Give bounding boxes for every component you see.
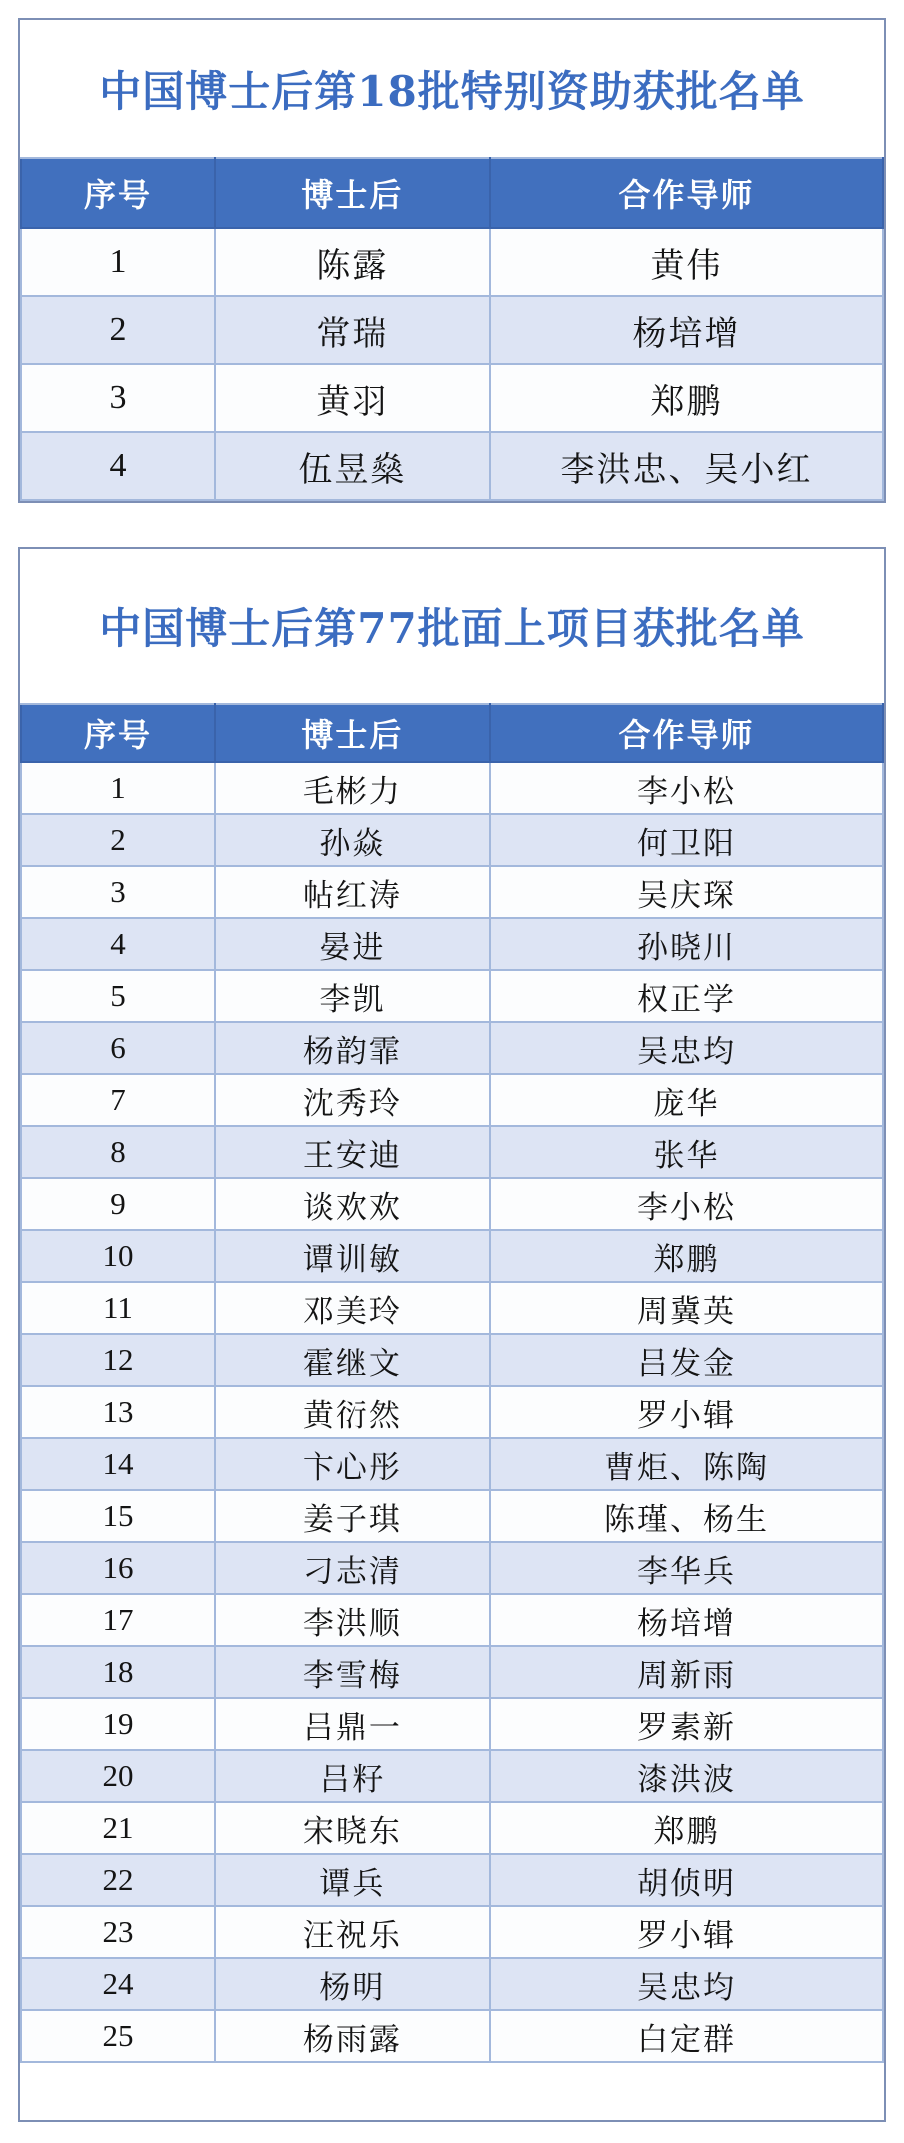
cell-mentor: 李小松: [490, 1178, 883, 1230]
cell-postdoc: 汪祝乐: [215, 1906, 490, 1958]
cell-mentor: 张华: [490, 1126, 883, 1178]
cell-postdoc: 刁志清: [215, 1542, 490, 1594]
cell-mentor: 权正学: [490, 970, 883, 1022]
table-row: [21, 1178, 883, 1230]
cell-mentor: 郑鹏: [490, 364, 883, 432]
table-row: [21, 1386, 883, 1438]
general-program-title-area: [20, 549, 884, 703]
cell-mentor: 郑鹏: [490, 1802, 883, 1854]
cell-mentor: 吴忠均: [490, 1958, 883, 2010]
cell-mentor: 罗素新: [490, 1698, 883, 1750]
cell-mentor: 曹炬、陈陶: [490, 1438, 883, 1490]
table-row: [21, 364, 883, 432]
cell-mentor: 李小松: [490, 762, 883, 814]
cell-index: 11: [21, 1282, 215, 1334]
table-row: [21, 1698, 883, 1750]
header-index: 序号: [21, 158, 215, 228]
table-row: [21, 1126, 883, 1178]
cell-mentor: 陈瑾、杨生: [490, 1490, 883, 1542]
cell-index: 2: [21, 296, 215, 364]
header-row: [21, 158, 883, 228]
cell-postdoc: 黄羽: [215, 364, 490, 432]
special-grant-table: [20, 157, 884, 501]
cell-postdoc: 毛彬力: [215, 762, 490, 814]
cell-postdoc: 宋晓东: [215, 1802, 490, 1854]
cell-mentor: 孙晓川: [490, 918, 883, 970]
cell-index: 1: [21, 228, 215, 296]
cell-postdoc: 谭训敏: [215, 1230, 490, 1282]
table-row: [21, 1594, 883, 1646]
table-row: [21, 1334, 883, 1386]
header-postdoc: 博士后: [215, 158, 490, 228]
cell-postdoc: 帖红涛: [215, 866, 490, 918]
general-program-card: [18, 547, 886, 2122]
table-row: [21, 1802, 883, 1854]
cell-index: 4: [21, 918, 215, 970]
table-row: [21, 762, 883, 814]
cell-postdoc: 常瑞: [215, 296, 490, 364]
table-row: [21, 1750, 883, 1802]
cell-postdoc: 陈露: [215, 228, 490, 296]
cell-mentor: 庞华: [490, 1074, 883, 1126]
cell-postdoc: 孙焱: [215, 814, 490, 866]
table-row: [21, 1438, 883, 1490]
cell-index: 5: [21, 970, 215, 1022]
cell-postdoc: 吕籽: [215, 1750, 490, 1802]
special-grant-table-header: [21, 158, 883, 228]
cell-mentor: 李华兵: [490, 1542, 883, 1594]
cell-postdoc: 杨明: [215, 1958, 490, 2010]
general-program-title: 中国博士后第77批面上项目获批名单: [99, 604, 805, 653]
cell-mentor: 漆洪波: [490, 1750, 883, 1802]
cell-index: 12: [21, 1334, 215, 1386]
cell-mentor: 罗小辑: [490, 1386, 883, 1438]
cell-mentor: 白定群: [490, 2010, 883, 2062]
header-postdoc: 博士后: [215, 704, 490, 762]
cell-index: 2: [21, 814, 215, 866]
cell-index: 14: [21, 1438, 215, 1490]
cell-index: 3: [21, 866, 215, 918]
table-row: [21, 866, 883, 918]
special-grant-table-body: [21, 228, 883, 500]
cell-index: 17: [21, 1594, 215, 1646]
table-row: [21, 814, 883, 866]
table-row: [21, 228, 883, 296]
cell-postdoc: 邓美玲: [215, 1282, 490, 1334]
cell-mentor: 周冀英: [490, 1282, 883, 1334]
table-row: [21, 1542, 883, 1594]
cell-index: 19: [21, 1698, 215, 1750]
cell-postdoc: 沈秀玲: [215, 1074, 490, 1126]
cell-mentor: 郑鹏: [490, 1230, 883, 1282]
cell-mentor: 李洪忠、吴小红: [490, 432, 883, 500]
cell-mentor: 何卫阳: [490, 814, 883, 866]
cell-postdoc: 晏进: [215, 918, 490, 970]
cell-mentor: 吴庆琛: [490, 866, 883, 918]
cell-postdoc: 吕鼎一: [215, 1698, 490, 1750]
header-row: [21, 704, 883, 762]
special-grant-title: 中国博士后第18批特别资助获批名单: [99, 66, 805, 116]
general-program-table: [20, 703, 884, 2063]
cell-postdoc: 姜子琪: [215, 1490, 490, 1542]
cell-index: 24: [21, 1958, 215, 2010]
cell-postdoc: 霍继文: [215, 1334, 490, 1386]
cell-index: 16: [21, 1542, 215, 1594]
cell-index: 21: [21, 1802, 215, 1854]
cell-mentor: 吴忠均: [490, 1022, 883, 1074]
header-mentor: 合作导师: [490, 158, 883, 228]
general-program-table-body: [21, 762, 883, 2062]
table-row: [21, 2010, 883, 2062]
cell-mentor: 罗小辑: [490, 1906, 883, 1958]
cell-mentor: 胡侦明: [490, 1854, 883, 1906]
cell-index: 13: [21, 1386, 215, 1438]
cell-index: 10: [21, 1230, 215, 1282]
table-row: [21, 296, 883, 364]
general-program-table-header: [21, 704, 883, 762]
cell-index: 8: [21, 1126, 215, 1178]
cell-postdoc: 谈欢欢: [215, 1178, 490, 1230]
table-row: [21, 918, 883, 970]
table-row: [21, 1646, 883, 1698]
header-mentor: 合作导师: [490, 704, 883, 762]
table-row: [21, 432, 883, 500]
cell-index: 15: [21, 1490, 215, 1542]
table-row: [21, 1906, 883, 1958]
special-grant-title-area: [20, 20, 884, 157]
table-row: [21, 970, 883, 1022]
header-index: 序号: [21, 704, 215, 762]
cell-index: 6: [21, 1022, 215, 1074]
cell-postdoc: 谭兵: [215, 1854, 490, 1906]
cell-index: 18: [21, 1646, 215, 1698]
cell-postdoc: 卞心彤: [215, 1438, 490, 1490]
cell-index: 7: [21, 1074, 215, 1126]
cell-mentor: 吕发金: [490, 1334, 883, 1386]
cell-mentor: 杨培增: [490, 1594, 883, 1646]
cell-postdoc: 杨韵霏: [215, 1022, 490, 1074]
cell-index: 4: [21, 432, 215, 500]
table-row: [21, 1282, 883, 1334]
cell-postdoc: 李凯: [215, 970, 490, 1022]
cell-postdoc: 杨雨露: [215, 2010, 490, 2062]
cell-index: 9: [21, 1178, 215, 1230]
cell-index: 3: [21, 364, 215, 432]
special-grant-card: [18, 18, 886, 503]
cell-index: 22: [21, 1854, 215, 1906]
table-row: [21, 1854, 883, 1906]
cell-index: 23: [21, 1906, 215, 1958]
cell-mentor: 周新雨: [490, 1646, 883, 1698]
cell-mentor: 黄伟: [490, 228, 883, 296]
cell-index: 1: [21, 762, 215, 814]
cell-postdoc: 王安迪: [215, 1126, 490, 1178]
cell-postdoc: 李洪顺: [215, 1594, 490, 1646]
cell-postdoc: 李雪梅: [215, 1646, 490, 1698]
table-row: [21, 1230, 883, 1282]
cell-postdoc: 伍昱燊: [215, 432, 490, 500]
cell-mentor: 杨培增: [490, 296, 883, 364]
table-row: [21, 1022, 883, 1074]
cell-index: 25: [21, 2010, 215, 2062]
table-row: [21, 1074, 883, 1126]
cell-postdoc: 黄衍然: [215, 1386, 490, 1438]
table-row: [21, 1490, 883, 1542]
cell-index: 20: [21, 1750, 215, 1802]
table-row: [21, 1958, 883, 2010]
